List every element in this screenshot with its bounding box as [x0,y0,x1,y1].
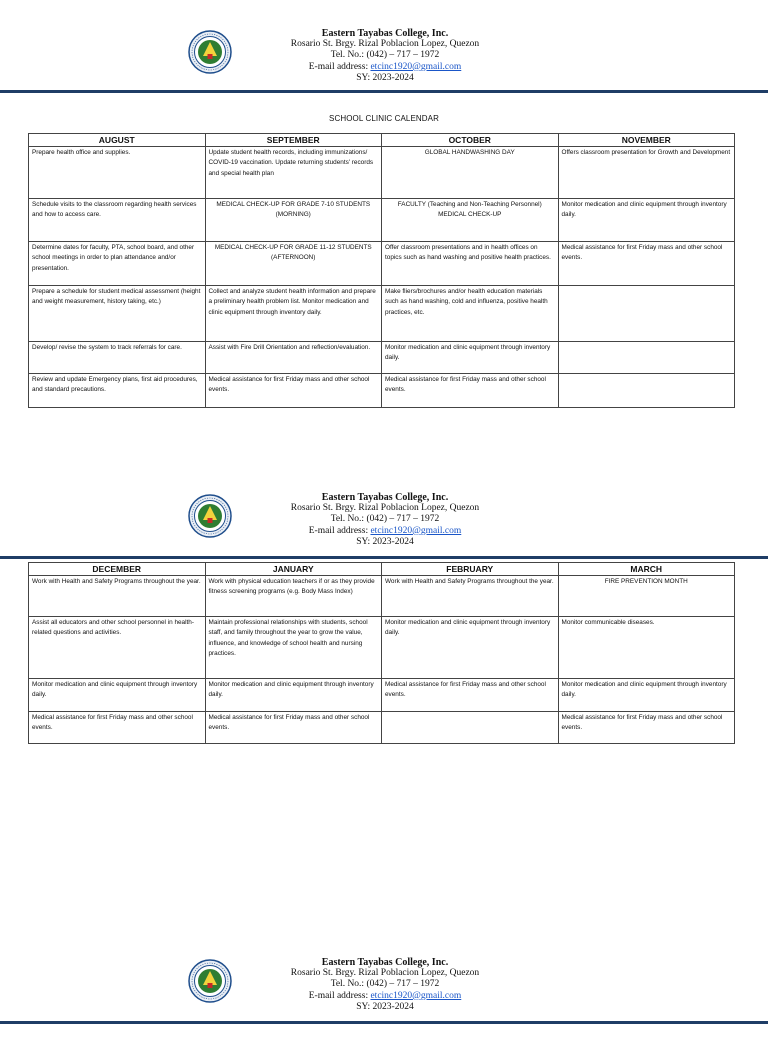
table-cell: Medical assistance for first Friday mass and other school events. [558,712,735,744]
table-cell: Prepare a schedule for student medical assessment (height and weight measurement, history taking, etc.) [29,286,206,342]
school-tel: Tel. No.: (042) – 717 – 1972 [330,514,440,525]
month-header: FEBRUARY [382,563,559,576]
table-cell: Collect and analyze student health information and prepare a preliminary health problem list. Monitor medication and clinic equipment through inventory daily. [205,286,382,342]
school-seal-icon [188,494,232,538]
page-title: SCHOOL CLINIC CALENDAR [329,114,439,123]
month-header: NOVEMBER [558,134,735,147]
table-cell: FACULTY (Teaching and Non-Teaching Personnel) MEDICAL CHECK-UP [382,199,559,242]
month-header: SEPTEMBER [205,134,382,147]
letterhead-text [250,492,520,548]
school-year: SY: 2023-2024 [356,536,414,547]
letterhead-text [250,28,520,84]
table-cell: GLOBAL HANDWASHING DAY [382,147,559,199]
table-cell: Medical assistance for first Friday mass and other school events. [382,679,559,712]
table-row [29,679,735,712]
table-cell [558,342,735,374]
email-label: E-mail address: [308,61,371,72]
table-cell [558,374,735,408]
table-row [29,342,735,374]
table-cell: Offers classroom presentation for Growth and Development [558,147,735,199]
table-cell: Medical assistance for first Friday mass and other school events. [205,374,382,408]
school-address: Rosario St. Brgy. Rizal Poblacion Lopez, Quezon [290,503,480,514]
letterhead [0,957,768,1051]
table-cell: FIRE PREVENTION MONTH [558,576,735,617]
email-link[interactable]: etcinc1920@gmail.com [370,61,462,72]
table-cell: Update student health records, including immunizations/ COVID-19 vaccination. Update returning students' records and special health plan [205,147,382,199]
month-header: MARCH [558,563,735,576]
table-cell: Monitor medication and clinic equipment through inventory daily. [382,342,559,374]
table-row [29,286,735,342]
school-name: Eastern Tayabas College, Inc. [321,28,449,39]
school-address: Rosario St. Brgy. Rizal Poblacion Lopez, Quezon [290,39,480,50]
table-cell: Prepare health office and supplies. [29,147,206,199]
table-cell: Assist all educators and other school personnel in health-related questions and activities. [29,617,206,679]
table-cell: Work with Health and Safety Programs throughout the year. [382,576,559,617]
email-label: E-mail address: [308,990,371,1001]
school-name: Eastern Tayabas College, Inc. [321,492,449,503]
email-link[interactable]: etcinc1920@gmail.com [370,990,462,1001]
letterhead [0,28,768,122]
table-row [29,147,735,199]
table-row [29,712,735,744]
table-cell: Monitor medication and clinic equipment through inventory daily. [29,679,206,712]
letterhead-rule [0,556,768,559]
table-cell: Determine dates for faculty, PTA, school board, and other school meetings in order to plan attendance and/or presentation. [29,242,206,286]
table-cell: Medical assistance for first Friday mass and other school events. [382,374,559,408]
month-header: JANUARY [205,563,382,576]
table-cell: Monitor medication and clinic equipment through inventory daily. [382,617,559,679]
table-cell: Maintain professional relationships with students, school staff, and family throughout the year to grow the value, influence, and knowledge of school health and nursing practices. [205,617,382,679]
school-name: Eastern Tayabas College, Inc. [321,957,449,968]
table-cell: Monitor medication and clinic equipment through inventory daily. [558,199,735,242]
month-header: OCTOBER [382,134,559,147]
table-cell: Monitor medication and clinic equipment through inventory daily. [558,679,735,712]
table-cell: Medical assistance for first Friday mass and other school events. [205,712,382,744]
table-cell: MEDICAL CHECK-UP FOR GRADE 11-12 STUDENTS (AFTERNOON) [205,242,382,286]
table-row [29,242,735,286]
school-email-line [250,526,520,537]
school-address: Rosario St. Brgy. Rizal Poblacion Lopez, Quezon [290,968,480,979]
table-cell: Assist with Fire Drill Orientation and reflection/evaluation. [205,342,382,374]
table-cell: Monitor communicable diseases. [558,617,735,679]
email-label: E-mail address: [308,525,371,536]
month-header: DECEMBER [29,563,206,576]
table-cell: Offer classroom presentations and in health offices on topics such as hand washing and positive health practices. [382,242,559,286]
letterhead-rule [0,90,768,93]
email-link[interactable]: etcinc1920@gmail.com [370,525,462,536]
school-email-line [250,62,520,73]
table-cell: MEDICAL CHECK-UP FOR GRADE 7-10 STUDENTS (MORNING) [205,199,382,242]
school-tel: Tel. No.: (042) – 717 – 1972 [330,979,440,990]
school-year: SY: 2023-2024 [356,1001,414,1012]
calendar-table-aug-nov [28,133,735,408]
table-row [29,617,735,679]
month-header: AUGUST [29,134,206,147]
table-row [29,576,735,617]
table-cell: Schedule visits to the classroom regarding health services and how to access care. [29,199,206,242]
table-cell [558,286,735,342]
table-header-row [29,134,735,147]
table-cell: Work with physical education teachers if or as they provide fitness screening programs (e.g. Body Mass Index) [205,576,382,617]
letterhead-text [250,957,520,1013]
school-email-line [250,991,520,1002]
table-row [29,199,735,242]
calendar-table-dec-mar [28,562,735,744]
table-cell: Medical assistance for first Friday mass and other school events. [558,242,735,286]
table-cell: Monitor medication and clinic equipment through inventory daily. [205,679,382,712]
school-seal-icon [188,959,232,1003]
table-header-row [29,563,735,576]
table-cell: Make fliers/brochures and/or health education materials such as hand washing, cold and influenza, positive health practices, etc. [382,286,559,342]
table-cell: Medical assistance for first Friday mass and other school events. [29,712,206,744]
table-cell: Work with Health and Safety Programs throughout the year. [29,576,206,617]
school-year: SY: 2023-2024 [356,72,414,83]
school-tel: Tel. No.: (042) – 717 – 1972 [330,50,440,61]
table-cell: Develop/ revise the system to track referrals for care. [29,342,206,374]
table-cell [382,712,559,744]
table-row [29,374,735,408]
table-cell: Review and update Emergency plans, first aid procedures, and standard precautions. [29,374,206,408]
school-seal-icon [188,30,232,74]
